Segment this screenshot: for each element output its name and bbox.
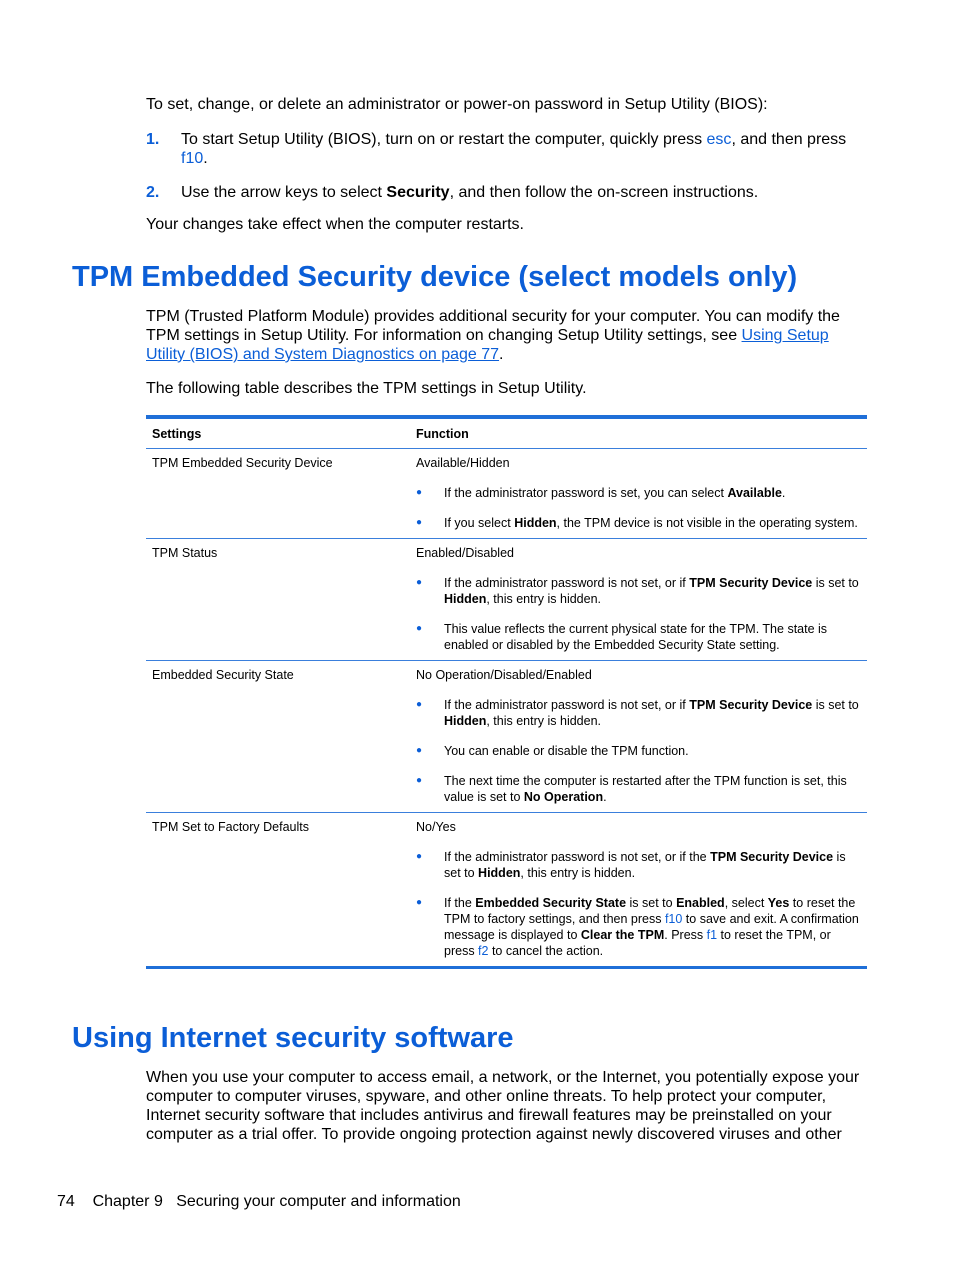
table-row xyxy=(146,661,867,813)
step-number: 1. xyxy=(146,131,160,148)
list-item: ● You can enable or disable the TPM function. xyxy=(416,744,689,758)
setting-values: No Operation/Disabled/Enabled xyxy=(416,668,592,682)
setting-values: Enabled/Disabled xyxy=(416,546,514,560)
key-f2: f2 xyxy=(478,944,489,958)
setting-values: No/Yes xyxy=(416,820,456,834)
chapter-title: Securing your computer and information xyxy=(176,1193,461,1210)
chapter-label: Chapter 9 xyxy=(92,1193,163,1210)
list-item: ● The next time the computer is restarted after the TPM function is set, this value is set to No Operation. xyxy=(416,774,847,804)
header-settings: Settings xyxy=(152,426,202,441)
setting-values: Available/Hidden xyxy=(416,456,510,470)
bullet-icon: ● xyxy=(416,775,423,786)
key-f10: f10 xyxy=(181,150,204,167)
list-item xyxy=(146,183,866,202)
list-item: ● If you select Hidden, the TPM device is not visible in the operating system. xyxy=(416,516,858,530)
intro-paragraph: To set, change, or delete an administrator or power-on password in Setup Utility (BIOS): xyxy=(146,96,768,113)
internet-security-paragraph: When you use your computer to access email, a network, or the Internet, you potentially expose your computer to computer viruses, spyware, and other online threats. To help protect your computer, Internet security software that includes antivirus and firewall features may be preinstalled on your computer as a trial offer. To provide ongoing protection against newly discovered viruses and other xyxy=(146,1069,860,1143)
list-item: ● If the administrator password is set, you can select Available. xyxy=(416,486,786,500)
list-item: ● If the Embedded Security State is set to Enabled, select Yes to reset the TPM to factory settings, and then press f10 to save and exit. A confirmation message is displayed to Clear the TPM. Press f1 to reset the TPM, or press f2 to cancel the action. xyxy=(416,896,859,958)
table-row xyxy=(146,813,867,966)
setting-function xyxy=(410,455,867,531)
key-f10: f10 xyxy=(664,912,683,926)
list-item: ● If the administrator password is not set, or if the TPM Security Device is set to Hidden, this entry is hidden. xyxy=(416,850,846,880)
table-intro: The following table describes the TPM settings in Setup Utility. xyxy=(146,380,587,397)
table-row xyxy=(146,449,867,539)
list-item: ● This value reflects the current physical state for the TPM. The state is enabled or disabled by the Embedded Security State setting. xyxy=(416,622,828,652)
header-function: Function xyxy=(416,426,469,441)
setting-function xyxy=(410,819,867,959)
section-heading-internet-security: Using Internet security software xyxy=(72,1022,514,1054)
key-f1: f1 xyxy=(706,928,718,942)
bullet-icon: ● xyxy=(416,577,423,588)
setting-function xyxy=(410,667,867,805)
bullet-icon: ● xyxy=(416,745,423,756)
bullet-icon: ● xyxy=(416,699,423,710)
step-text: Use the arrow keys to select Security, and then follow the on-screen instructions. xyxy=(181,184,759,201)
setup-utility-link[interactable]: Using Setup Utility (BIOS) and System Diagnostics on page 77 xyxy=(146,327,829,363)
setting-name: Embedded Security State xyxy=(152,668,294,682)
bullet-icon: ● xyxy=(416,517,423,528)
setting-name: TPM Set to Factory Defaults xyxy=(152,820,309,834)
tpm-settings-table xyxy=(146,415,867,969)
step-text: To start Setup Utility (BIOS), turn on or restart the computer, quickly press esc, and then press f10. xyxy=(181,131,847,167)
page-footer xyxy=(57,1192,461,1211)
list-item xyxy=(146,130,866,168)
page-number: 74 xyxy=(57,1193,75,1210)
bullet-icon: ● xyxy=(416,487,423,498)
table-header xyxy=(146,419,867,449)
restart-note: Your changes take effect when the computer restarts. xyxy=(146,216,524,233)
bullet-icon: ● xyxy=(416,897,423,908)
bullet-icon: ● xyxy=(416,623,423,634)
table-row xyxy=(146,539,867,661)
step-list xyxy=(146,130,866,217)
list-item: ● If the administrator password is not set, or if TPM Security Device is set to Hidden, this entry is hidden. xyxy=(416,698,859,728)
step-number: 2. xyxy=(146,184,160,201)
tpm-paragraph: TPM (Trusted Platform Module) provides additional security for your computer. You can modify the TPM settings in Setup Utility. For information on changing Setup Utility settings, see Using Setup Utility (BIOS) and System Diagnostics on page 77. xyxy=(146,308,840,363)
section-heading-tpm: TPM Embedded Security device (select models only) xyxy=(72,261,798,293)
setting-name: TPM Embedded Security Device xyxy=(152,456,333,470)
setting-function xyxy=(410,545,867,653)
bullet-icon: ● xyxy=(416,851,423,862)
key-esc: esc xyxy=(706,131,732,148)
list-item: ● If the administrator password is not set, or if TPM Security Device is set to Hidden, this entry is hidden. xyxy=(416,576,859,606)
setting-name: TPM Status xyxy=(152,546,218,560)
